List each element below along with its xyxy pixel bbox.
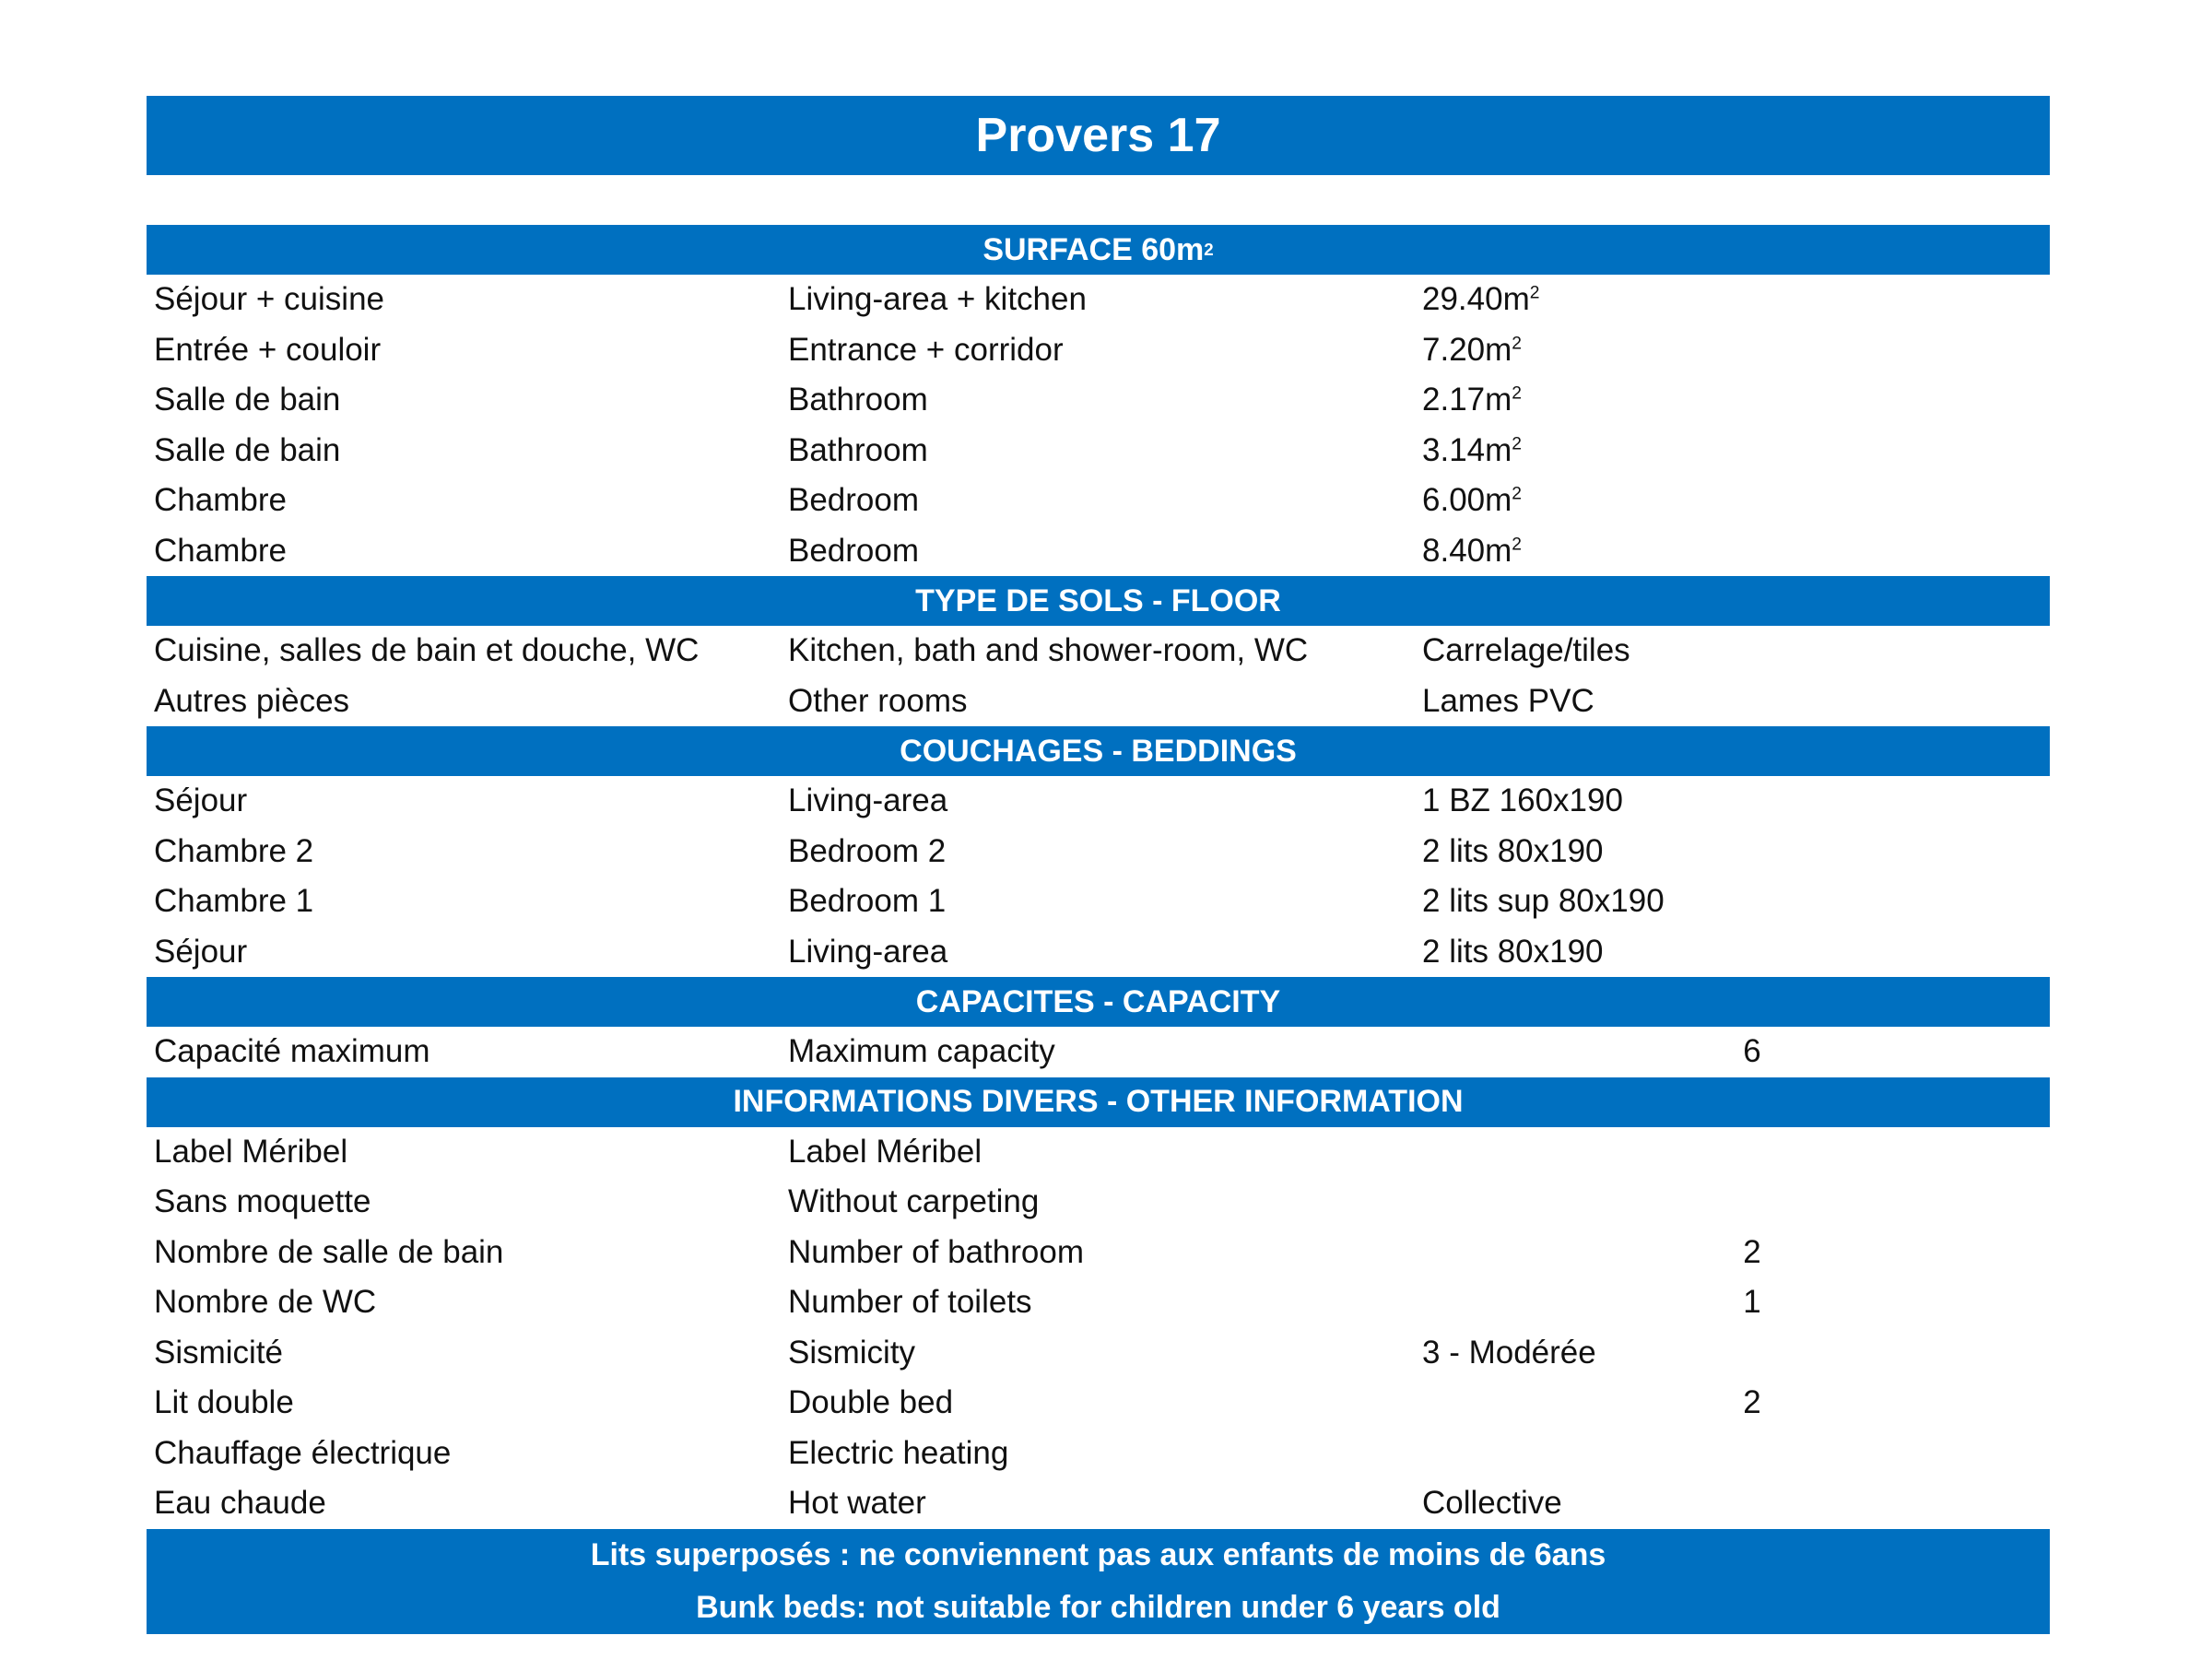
value-cell (1422, 332, 1522, 369)
label-fr: Chambre (154, 532, 287, 569)
label-fr: Salle de bain (154, 382, 341, 418)
table-row (147, 1277, 2050, 1328)
table-row (147, 1027, 2050, 1077)
label-fr: Label Méribel (154, 1133, 348, 1170)
value-text: Collective (1422, 1485, 1562, 1522)
label-fr: Autres pièces (154, 682, 350, 719)
value-cell (1422, 533, 1522, 570)
value-text: 29.40m (1422, 281, 1530, 318)
label-fr: Cuisine, salles de bain et douche, WC (154, 632, 700, 669)
value-superscript: 2 (1529, 283, 1540, 303)
sections-container (147, 225, 2050, 1529)
value-cell (1422, 833, 1604, 870)
value-text: 3.14m (1422, 431, 1512, 468)
label-en: Bedroom (788, 532, 920, 569)
value-cell (1422, 683, 1594, 720)
value-text: 1 BZ 160x190 (1422, 782, 1623, 819)
label-en: Other rooms (788, 682, 968, 719)
number-cell: 2 (1743, 1384, 1761, 1421)
label-en: Maximum capacity (788, 1033, 1055, 1070)
value-cell (1422, 382, 1522, 418)
label-en: Label Méribel (788, 1133, 982, 1170)
table-row (147, 626, 2050, 677)
label-en: Bedroom (788, 482, 920, 519)
section-header-surface: SURFACE 60m 2 (147, 225, 2050, 275)
label-en: Number of bathroom (788, 1233, 1084, 1270)
label-en: Living-area + kitchen (788, 281, 1087, 318)
table-row (147, 877, 2050, 927)
table-row (147, 1378, 2050, 1429)
property-sheet (147, 96, 2050, 1634)
page-title: Provers 17 (147, 96, 2050, 175)
label-fr: Eau chaude (154, 1485, 326, 1522)
table-row (147, 476, 2050, 526)
value-superscript: 2 (1512, 334, 1522, 354)
value-cell (1422, 482, 1522, 519)
footer-line-fr: Lits superposés : ne conviennent pas aux enfants de moins de 6ans (590, 1536, 1606, 1572)
label-en: Hot water (788, 1485, 926, 1522)
label-fr: Capacité maximum (154, 1033, 430, 1070)
label-en: Electric heating (788, 1434, 1009, 1471)
table-row (147, 426, 2050, 477)
value-cell (1422, 934, 1604, 971)
label-en: Number of toilets (788, 1284, 1032, 1321)
number-cell: 2 (1743, 1233, 1761, 1270)
label-fr: Chambre (154, 482, 287, 519)
table-row (147, 827, 2050, 877)
value-superscript: 2 (1512, 535, 1522, 555)
label-en: Living-area (788, 933, 948, 970)
table-row (147, 325, 2050, 376)
title-spacer (147, 175, 2050, 225)
label-fr: Séjour + cuisine (154, 281, 385, 318)
label-fr: Chambre 2 (154, 832, 314, 869)
section-header-other (147, 1077, 2050, 1127)
value-text: 8.40m (1422, 532, 1512, 569)
value-text: 3 - Modérée (1422, 1334, 1596, 1371)
section-header-text: SURFACE 60m (982, 231, 1205, 267)
label-en: Bedroom 2 (788, 832, 947, 869)
value-text: 7.20m (1422, 331, 1512, 368)
value-cell (1422, 883, 1665, 920)
value-superscript: 2 (1512, 434, 1522, 454)
value-cell (1422, 1335, 1596, 1371)
value-text: Carrelage/tiles (1422, 632, 1630, 669)
table-row (147, 776, 2050, 827)
label-fr: Sans moquette (154, 1183, 371, 1220)
label-en: Without carpeting (788, 1183, 1040, 1220)
label-fr: Lit double (154, 1384, 294, 1421)
label-en: Living-area (788, 782, 948, 819)
label-en: Bathroom (788, 431, 928, 468)
label-fr: Nombre de WC (154, 1284, 377, 1321)
section-header-text: TYPE DE SOLS - FLOOR (915, 582, 1281, 618)
number-cell: 6 (1743, 1033, 1761, 1070)
table-row (147, 927, 2050, 978)
footer-line-en: Bunk beds: not suitable for children under 6 years old (696, 1589, 1500, 1625)
label-fr: Nombre de salle de bain (154, 1233, 504, 1270)
label-fr: Sismicité (154, 1334, 284, 1371)
label-en: Kitchen, bath and shower-room, WC (788, 632, 1309, 669)
value-cell (1422, 1485, 1562, 1522)
value-text: 6.00m (1422, 482, 1512, 519)
table-row (147, 526, 2050, 577)
number-cell: 1 (1743, 1284, 1761, 1321)
label-fr: Chauffage électrique (154, 1434, 452, 1471)
label-fr: Salle de bain (154, 431, 341, 468)
table-row (147, 1177, 2050, 1228)
table-row (147, 1429, 2050, 1479)
value-cell (1422, 632, 1630, 669)
table-row (147, 275, 2050, 325)
label-fr: Chambre 1 (154, 883, 314, 920)
value-text: 2.17m (1422, 382, 1512, 418)
table-row (147, 375, 2050, 426)
label-en: Bedroom 1 (788, 883, 947, 920)
table-row (147, 677, 2050, 727)
section-header-floor (147, 576, 2050, 626)
section-header-text: COUCHAGES - BEDDINGS (900, 733, 1297, 769)
value-superscript: 2 (1512, 383, 1522, 404)
label-en: Bathroom (788, 382, 928, 418)
table-row (147, 1228, 2050, 1278)
value-text: 2 lits 80x190 (1422, 933, 1604, 970)
section-header-text: CAPACITES - CAPACITY (915, 983, 1281, 1019)
value-cell (1422, 782, 1623, 819)
value-text: Lames PVC (1422, 682, 1594, 719)
label-en: Double bed (788, 1384, 954, 1421)
section-header-beddings (147, 726, 2050, 776)
label-en: Sismicity (788, 1334, 916, 1371)
section-header-text: INFORMATIONS DIVERS - OTHER INFORMATION (733, 1084, 1464, 1119)
section-header-capacity (147, 977, 2050, 1027)
value-cell (1422, 432, 1522, 469)
table-row (147, 1478, 2050, 1529)
label-fr: Séjour (154, 933, 248, 970)
value-text: 2 lits sup 80x190 (1422, 883, 1665, 920)
value-superscript: 2 (1512, 484, 1522, 504)
table-row (147, 1127, 2050, 1178)
value-cell (1422, 281, 1539, 318)
label-fr: Entrée + couloir (154, 331, 382, 368)
value-text: 2 lits 80x190 (1422, 832, 1604, 869)
label-fr: Séjour (154, 782, 248, 819)
label-en: Entrance + corridor (788, 331, 1064, 368)
footer-notice (147, 1529, 2050, 1634)
table-row (147, 1328, 2050, 1379)
